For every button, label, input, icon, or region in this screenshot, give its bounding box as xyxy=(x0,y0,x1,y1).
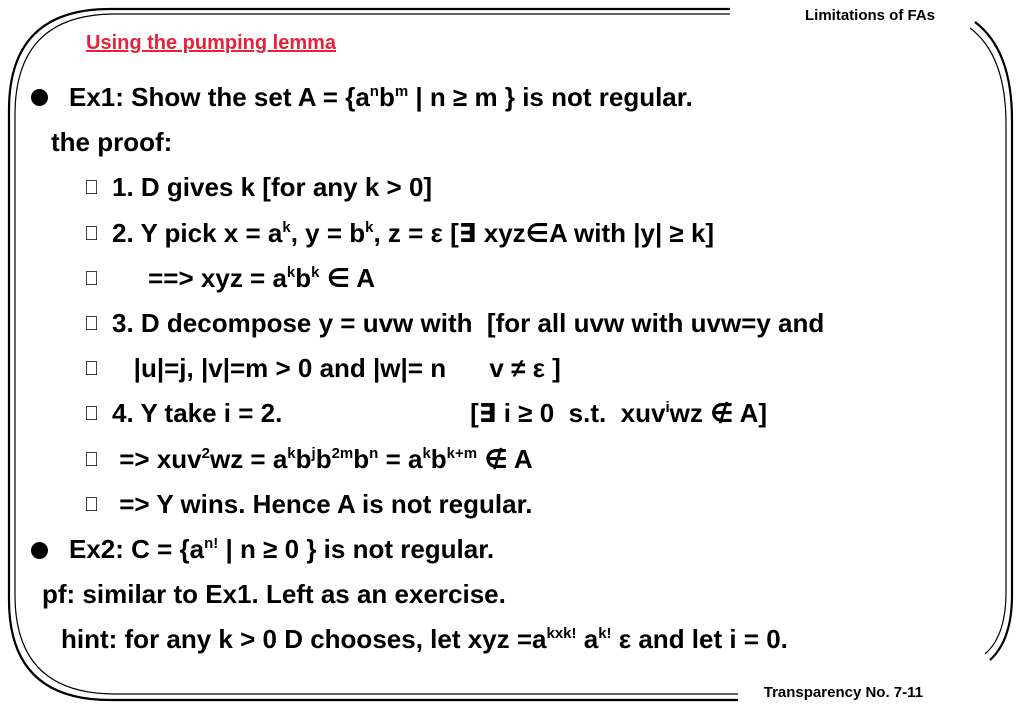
proof-step-1: 1. D gives k [for any k > 0] xyxy=(84,172,432,203)
step-marker xyxy=(84,219,98,249)
proof-step-4: 4. Y take i = 2. [∃ i ≥ 0 s.t. xuv$^i$wz ∉ A] xyxy=(84,398,767,429)
step-marker xyxy=(84,399,98,429)
hint-line: hint: for any k > 0 D chooses, let xyz $=a^{kxk!}$ $a^{k!}$ ε and let i = 0. xyxy=(61,624,788,654)
proof-step-4b: => $xuv^2wz = a^kb^jb^{2m}b^n = a^kb^{k+m}$ ∉ A xyxy=(84,444,533,475)
proof-label: the proof: xyxy=(51,127,173,157)
step-marker xyxy=(84,309,98,339)
proof-step-2: 2. Y pick $x = a^k$, $y = b^k$, z = ε [∃ xyz∈A with |y| ≥ k] xyxy=(84,218,714,249)
ex2-statement: Ex2: $C = \{a^{n!}$ | n ≥ 0 } is not regular. xyxy=(69,534,495,564)
proof-step-3b: |u|=j, |v|=m > 0 and |w|= n v ≠ ε ] xyxy=(84,353,561,384)
step-marker xyxy=(84,490,98,520)
header-title: Limitations of FAs xyxy=(804,7,935,24)
step-marker xyxy=(84,445,98,475)
bullet-ex2 xyxy=(31,542,48,559)
ex1-statement: Ex1: Show the set $A = \{a^nb^m$ | n ≥ m } is not regular. xyxy=(69,82,693,112)
proof-step-3: 3. D decompose y = uvw with [for all uvw with uvw=y and xyxy=(84,308,824,339)
pf-line: pf: similar to Ex1. Left as an exercise. xyxy=(42,579,506,609)
section-title: Using the pumping lemma xyxy=(86,32,337,54)
proof-step-2b: ==> xyz = $a^kb^k$ ∈ A xyxy=(84,263,375,294)
step-marker xyxy=(84,354,98,384)
bullet-ex1 xyxy=(31,89,48,106)
footer-label: Transparency No. 7-11 xyxy=(763,684,923,701)
proof-conclusion: => Y wins. Hence A is not regular. xyxy=(84,489,533,520)
step-marker xyxy=(84,173,98,203)
step-marker xyxy=(84,264,98,294)
